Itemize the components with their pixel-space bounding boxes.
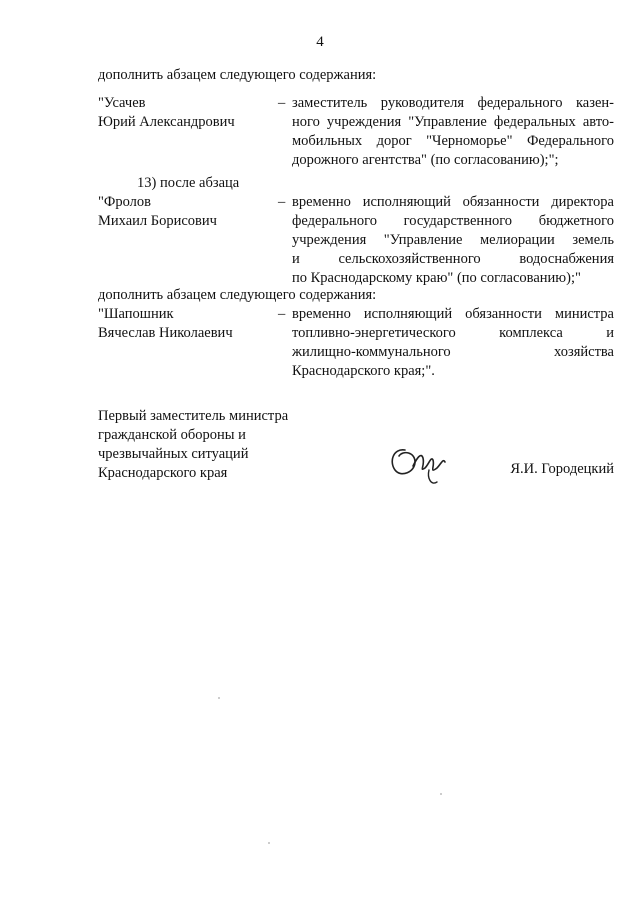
description-line: заместитель руководителя федерального казен- (292, 95, 614, 111)
scan-speck (440, 793, 442, 795)
description-line: временно исполняющий обязанности министра (292, 306, 614, 322)
signer-title-block (98, 407, 288, 483)
entry-person-name (98, 305, 278, 343)
description-line: жилищно-коммунального хозяйства (292, 344, 614, 360)
description-line: учреждения "Управление мелиорации земель (292, 232, 614, 248)
name-line: Михаил Борисович (98, 213, 217, 229)
scan-speck (218, 697, 220, 699)
signer-title-line: Первый заместитель министра (98, 408, 289, 424)
description-line: ного учреждения "Управление федеральных авто- (292, 114, 614, 130)
signer-title-line: гражданской обороны и (98, 427, 246, 443)
name-line: "Усачев (98, 95, 146, 111)
entry-dash: – (278, 306, 286, 322)
name-line: Юрий Александрович (98, 114, 235, 130)
description-line: временно исполняющий обязанности директора (292, 194, 614, 210)
description-line: федерального государственного бюджетного (292, 213, 614, 229)
intro-paragraph-2: дополнить абзацем следующего содержания: (98, 287, 377, 303)
signer-title-line: Краснодарского края (98, 465, 228, 481)
entry-position-description (292, 94, 614, 170)
description-line: по Краснодарскому краю" (по согласованию);" (292, 270, 581, 286)
description-line: топливно-энергетического комплекса и (292, 325, 614, 341)
signer-title-line: чрезвычайных ситуаций (98, 446, 249, 462)
entry-dash: – (278, 95, 286, 111)
name-line: "Шапошник (98, 306, 174, 322)
signer-name: Я.И. Городецкий (510, 461, 614, 477)
entry-person-name (98, 94, 278, 132)
description-line: дорожного агентства" (по согласованию);"; (292, 152, 559, 168)
description-line: мобильных дорог "Черноморье" Федерального (292, 133, 614, 149)
entry-position-description (292, 305, 614, 381)
entry-dash: – (278, 194, 286, 210)
point-13-heading: 13) после абзаца (137, 175, 240, 191)
description-line: Краснодарского края;". (292, 363, 435, 379)
name-line: "Фролов (98, 194, 152, 210)
name-line: Вячеслав Николаевич (98, 325, 233, 341)
description-line: и сельскохозяйственного водоснабжения (292, 251, 614, 267)
scan-speck (268, 842, 270, 844)
entry-position-description (292, 193, 614, 288)
intro-paragraph-1: дополнить абзацем следующего содержания: (98, 67, 377, 83)
page-number: 4 (316, 34, 324, 50)
handwritten-signature (385, 440, 455, 490)
entry-person-name (98, 193, 278, 231)
